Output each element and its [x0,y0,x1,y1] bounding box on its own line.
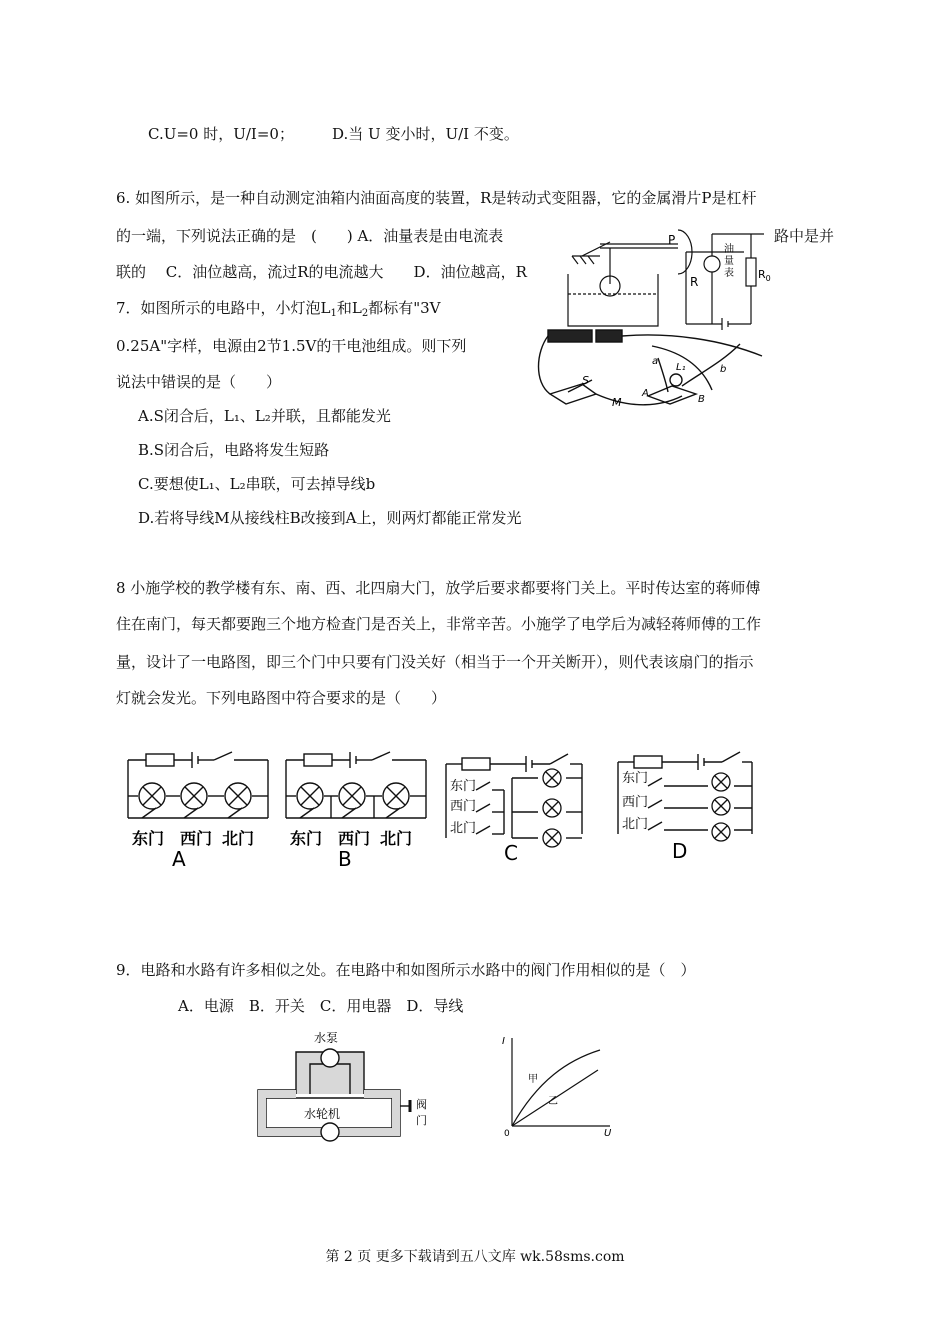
circuit-a-door-east: 东门 [132,829,165,848]
circuit-b [280,746,432,872]
circuit-c-door-north: 北门 [450,821,477,836]
gauge-label-meter-1: 油 [724,244,734,255]
q7-option-b: B.S闭合后，电路将发生短路 [138,441,330,459]
q9-line-1: 9．电路和水路有许多相似之处。在电路中和如图所示水路中的阀门作用相似的是（ ） [116,961,696,979]
circuit-label-b-small: b [720,364,727,375]
gauge-label-p: P [668,233,676,247]
q6-line-1: 6. 如图所示，是一种自动测定油箱内油面高度的装置，R是转动式变阻器，它的金属滑片P是杠杆 [116,189,757,207]
graph-label-x: U [604,1128,612,1138]
water-label-valve-2: 门 [416,1114,427,1127]
q6-line-2b: 路中是并 [774,227,835,245]
q8-line-4: 灯就会发光。下列电路图中符合要求的是（ ） [116,689,447,707]
circuit-a-door-west: 西门 [180,829,213,848]
circuit-c-door-west: 西门 [450,799,477,814]
q8-line-3: 量，设计了一电路图，即三个门中只要有门没关好（相当于一个开关断开），则代表该扇门的指示 [116,653,754,671]
circuit-d-door-east: 东门 [622,771,649,786]
physical-circuit-figure [532,322,776,412]
circuit-a-lamps [139,783,251,818]
q7-option-d: D.若将导线M从接线柱B改接到A上，则两灯都能正常发光 [138,509,522,527]
q7-line-3: 说法中错误的是（ ） [116,373,282,391]
graph-label-origin: 0 [504,1129,510,1138]
gauge-label-r0: $R_0$ [758,268,771,283]
circuit-b-door-north: 北门 [380,829,413,848]
gauge-label-meter-3: 表 [724,268,734,279]
circuit-c-label: C [504,841,518,865]
circuit-d-door-north: 北门 [622,817,649,832]
q5-option-c: C.U=0 时，U/I=0； [148,125,294,143]
circuit-a-door-north: 北门 [222,829,255,848]
circuit-d [614,744,764,866]
q6-line-3: 联的 C．油位越高，流过R的电流越大 D．油位越高，R [116,263,527,281]
water-label-turbine: 水轮机 [304,1107,341,1121]
water-label-valve-1: 阀 [416,1098,427,1111]
graph-label-curve-1: 甲 [528,1074,538,1085]
circuit-b-door-west: 西门 [338,829,371,848]
circuit-b-label: B [338,847,352,871]
circuit-a-label: A [172,847,186,871]
water-circuit-figure [252,1028,432,1146]
circuit-label-b-terminal: B [698,394,705,405]
circuit-label-s: S [582,374,589,387]
q6-line-2a: 的一端，下列说法正确的是 ( ) A．油量表是由电流表 [116,227,504,245]
q7-line-2: 0.25A"字样，电源由2节1.5V的干电池组成。则下列 [116,337,467,355]
page-footer: 第 2 页 更多下载请到五八文库 wk.58sms.com [325,1249,625,1265]
q7-option-a: A.S闭合后，L₁、L₂并联，且都能发光 [138,407,391,425]
q8-line-2: 住在南门，每天都要跑三个地方检查门是否关上，非常辛苦。小施学了电学后为减轻蒋师傅的工作 [116,615,762,633]
graph-label-y: I [502,1036,505,1047]
circuit-c-door-east: 东门 [450,779,477,794]
circuit-label-a-terminal: A [642,388,649,399]
circuit-label-m: M [612,396,622,409]
q7-option-c: C.要想使L₁、L₂串联，可去掉导线b [138,475,376,493]
circuit-label-l1: L₁ [676,362,686,373]
q9-options: A．电源 B．开关 C．用电器 D．导线 [178,997,464,1015]
iu-graph [498,1030,618,1138]
graph-label-curve-2: 乙 [548,1096,558,1107]
circuit-label-a-small: a [652,356,659,367]
circuit-a [122,746,274,872]
water-label-pump: 水泵 [314,1031,339,1045]
circuit-c [442,748,592,868]
q5-option-d: D.当 U 变小时，U/I 不变。 [332,125,519,143]
q8-line-1: 8 小施学校的教学楼有东、南、西、北四扇大门，放学后要求都要将门关上。平时传达室的蒋师傅 [116,579,761,597]
q7-line-1: 7．如图所示的电路中，小灯泡$L_1$和$L_2$都标有"3V [116,299,441,319]
gauge-label-r: R [690,275,699,289]
circuit-d-door-west: 西门 [622,795,649,810]
gauge-label-meter-2: 量 [724,256,734,267]
circuit-d-label: D [672,839,688,863]
circuit-b-door-east: 东门 [290,829,323,848]
circuit-b-lamps [297,783,409,818]
